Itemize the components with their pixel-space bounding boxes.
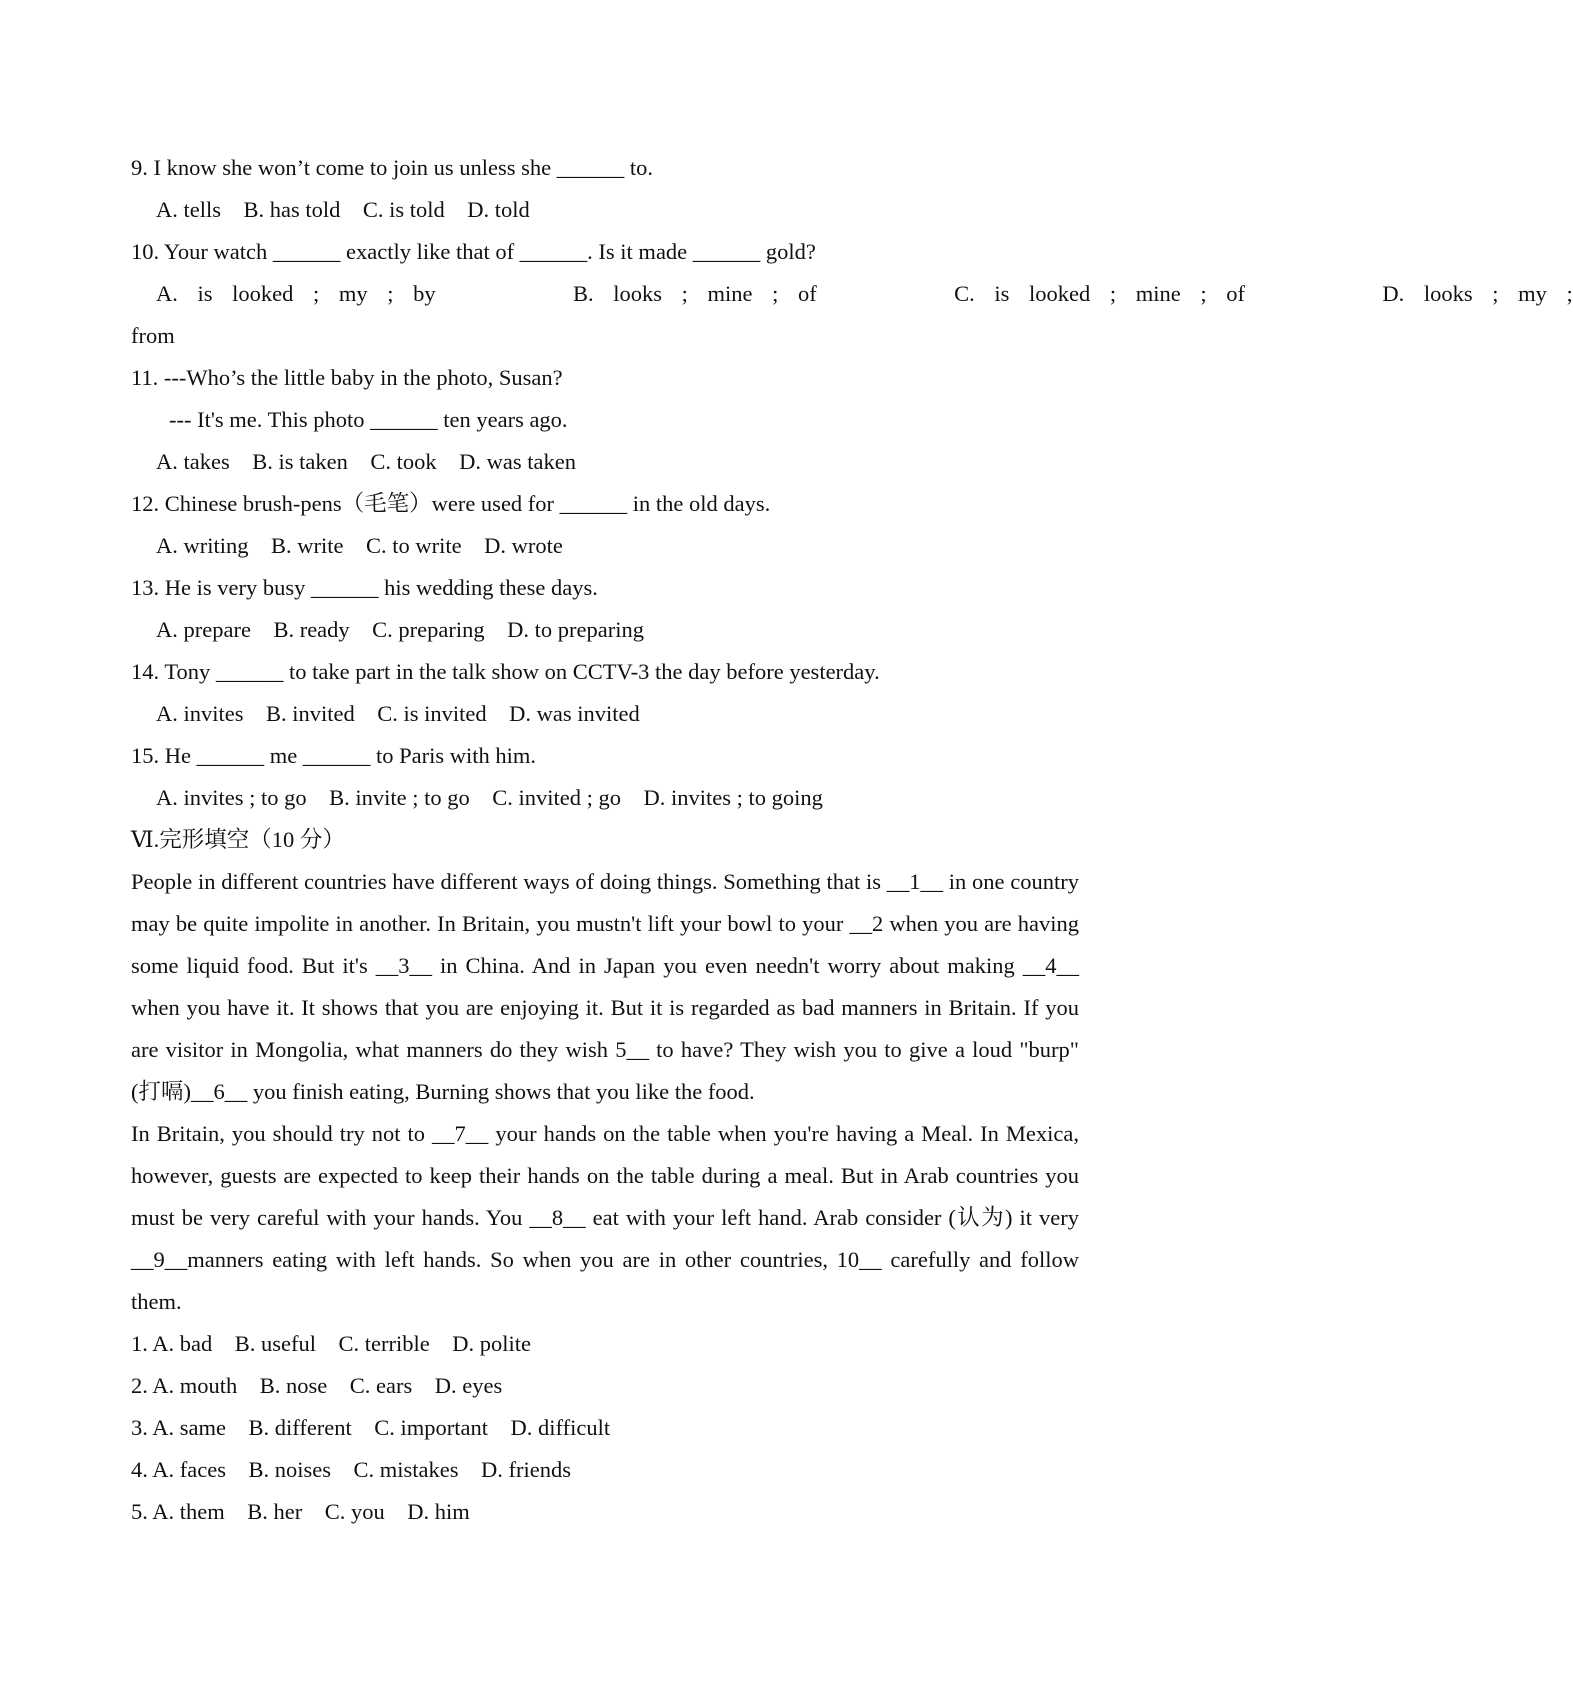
section-heading: Ⅵ.完形填空（10 分） <box>131 827 345 852</box>
question-options: A. writing B. write C. to write D. wrote <box>156 533 563 558</box>
cloze-answer-options: 2. A. mouth B. nose C. ears D. eyes <box>131 1373 503 1398</box>
question-options: A. takes B. is taken C. took D. was taken <box>156 449 576 474</box>
cloze-answer-options: 3. A. same B. different C. important D. difficult <box>131 1415 611 1440</box>
cloze-paragraph: People in different countries have different ways of doing things. Something that is __1__ in one country may be quite impolite in another. In Britain, you mustn't lift your bowl to your __2 when you are having some liquid food. But it's __3__ in China. And in Japan you even needn't worry about making __4__ when you have it. It shows that you are enjoying it. But it is regarded as bad manners in Britain. If you are visitor in Mongolia, what manners do they wish 5__ to have? They wish you to give a loud "burp" (打嗝)__6__ you finish eating, Burning shows that you like the food. <box>131 869 1079 1104</box>
question-stem: 14. Tony ______ to take part in the talk show on CCTV-3 the day before yesterday. <box>131 659 880 684</box>
question-stem-reply: --- It's me. This photo ______ ten years ago. <box>169 407 568 432</box>
cloze-answer-options: 5. A. them B. her C. you D. him <box>131 1499 470 1524</box>
question-stem: 11. ---Who’s the little baby in the photo, Susan? <box>131 365 563 390</box>
question-stem: 13. He is very busy ______ his wedding these days. <box>131 575 598 600</box>
cloze-answer-options: 1. A. bad B. useful C. terrible D. polite <box>131 1331 531 1356</box>
question-stem: 10. Your watch ______ exactly like that of ______. Is it made ______ gold? <box>131 239 816 264</box>
cloze-paragraph: In Britain, you should try not to __7__ your hands on the table when you're having a Meal. In Mexica, however, guests are expected to keep their hands on the table during a meal. But in Arab countries you must be very careful with your hands. You __8__ eat with your left hand. Arab consider (认为) it very __9__manners eating with left hands. So when you are in other countries, 10__ carefully and follow them. <box>131 1121 1079 1314</box>
question-stem: 12. Chinese brush-pens（毛笔）were used for ______ in the old days. <box>131 491 771 516</box>
question-options: A. tells B. has told C. is told D. told <box>156 197 530 222</box>
question-options: A. is looked ; my ; by B. looks ; mine ; of C. is looked ; mine ; of D. looks ; my ; <box>156 281 1573 306</box>
question-stem: 15. He ______ me ______ to Paris with him. <box>131 743 536 768</box>
exam-page <box>131 147 1573 1533</box>
question-stem: 9. I know she won’t come to join us unless she ______ to. <box>131 155 654 180</box>
question-options: A. prepare B. ready C. preparing D. to preparing <box>156 617 644 642</box>
question-options: A. invites ; to go B. invite ; to go C. invited ; go D. invites ; to going <box>156 785 823 810</box>
question-options-continued: from <box>131 323 175 348</box>
cloze-answer-options: 4. A. faces B. noises C. mistakes D. friends <box>131 1457 571 1482</box>
question-options: A. invites B. invited C. is invited D. was invited <box>156 701 640 726</box>
